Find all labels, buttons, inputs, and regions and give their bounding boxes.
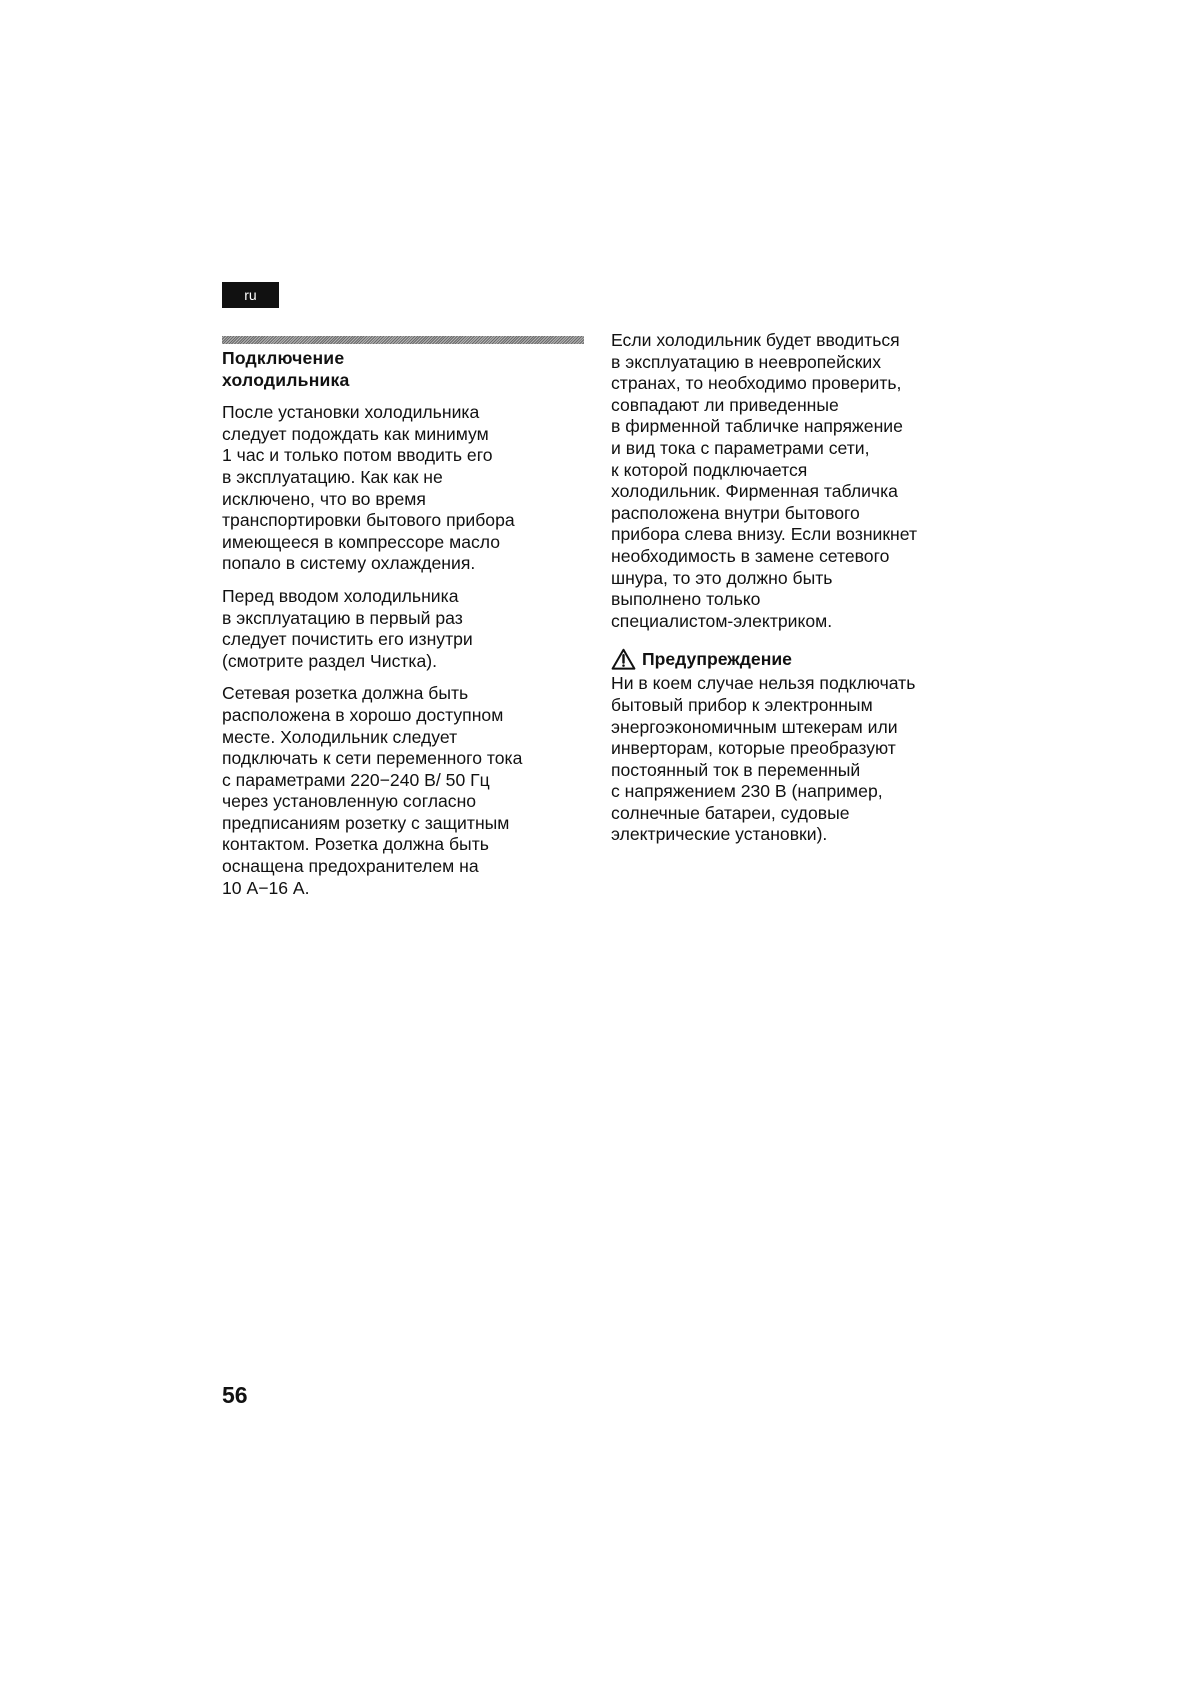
page-title: Подключение холодильника [222,348,350,390]
paragraph-installation-wait: После установки холодильника следует подождать как минимум 1 час и только потом вводить его в эксплуатацию. Как как не исключено, что во время транспортировки бытового прибора имеющееся в компрессоре масло попало в систему охлаждения. [222,402,515,574]
page-number: 56 [222,1382,248,1408]
warning-triangle-icon [611,648,636,670]
right-column [611,330,981,857]
warning-title: Предупреждение [642,649,792,670]
language-badge: ru [222,282,279,308]
warning-heading [611,648,981,670]
section-divider [222,336,584,344]
warning-text: Ни в коем случае нельзя подключать бытовый прибор к электронным энергоэкономичным штекерам или инверторам, которые преобразуют постоянный ток в переменный с напряжением 230 В (например, солнечные батареи, судовые электрические установки). [611,673,916,845]
paragraph-socket: Сетевая розетка должна быть расположена в хорошо доступном месте. Холодильник следует подключать к сети переменного тока с параметрами 220−240 В/ 50 Гц через установленную согласно предписаниям розетку с защитным контактом. Розетка должна быть оснащена предохранителем на 10 А−16 А. [222,683,523,898]
left-column [222,348,594,910]
paragraph-cleaning: Перед вводом холодильника в эксплуатацию в первый раз следует почистить его изнутри (смотрите раздел Чистка). [222,585,473,671]
paragraph-non-european: Если холодильник будет вводиться в эксплуатацию в неевропейских странах, то необходимо проверить, совпадают ли приведенные в фирменной табличке напряжение и вид тока с параметрами сети, к которой подключается холодильник. Фирменная табличка расположена внутри бытового прибора слева внизу. Если возникнет необходимость в замене сетевого шнура, то это должно быть выполнено только специалистом-электриком. [611,330,918,631]
